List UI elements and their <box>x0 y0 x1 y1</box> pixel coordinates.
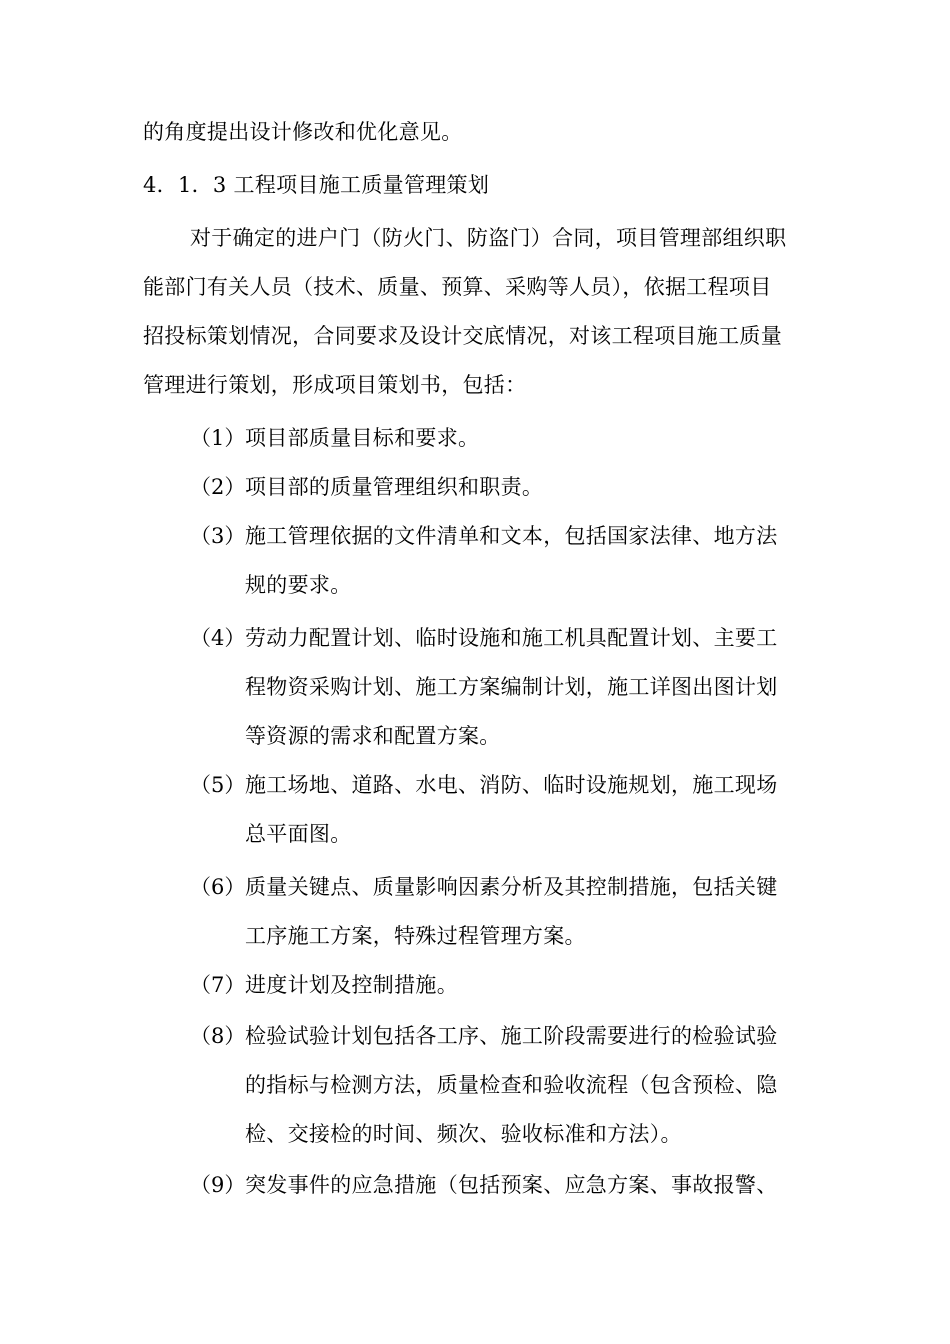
list-item-text: 程物资采购计划、施工方案编制计划，施工详图出图计划 <box>245 675 778 699</box>
list-item-text: 进度计划及控制措施。 <box>245 973 458 997</box>
list-item-number: （2） <box>190 475 246 499</box>
continuation-text: 的角度提出设计修改和优化意见。 <box>143 120 463 144</box>
list-item-text: 劳动力配置计划、临时设施和施工机具配置计划、主要工 <box>245 626 778 650</box>
list-item-number: （5） <box>190 773 246 797</box>
list-item-number: （4） <box>190 626 246 650</box>
list-item-text: 项目部质量目标和要求。 <box>245 426 480 450</box>
list-item-number: （8） <box>190 1024 246 1048</box>
list-item-text: 总平面图。 <box>245 822 352 846</box>
list-item-number: （3） <box>190 524 246 548</box>
list-item-text: 项目部的质量管理组织和职责。 <box>245 475 544 499</box>
paragraph-line: 对于确定的进户门（防火门、防盗门）合同，项目管理部组织职 <box>190 226 787 250</box>
list-item-text: 质量关键点、质量影响因素分析及其控制措施，包括关键 <box>245 875 778 899</box>
list-item-text: 等资源的需求和配置方案。 <box>245 724 501 748</box>
list-item-number: （1） <box>190 426 246 450</box>
list-item-text: 检验试验计划包括各工序、施工阶段需要进行的检验试验 <box>245 1024 778 1048</box>
list-item-number: （6） <box>190 875 246 899</box>
list-item-text: 施工管理依据的文件清单和文本，包括国家法律、地方法 <box>245 524 778 548</box>
list-item-text: 施工场地、道路、水电、消防、临时设施规划，施工现场 <box>245 773 778 797</box>
paragraph-line: 能部门有关人员（技术、质量、预算、采购等人员），依据工程项目 <box>143 275 772 299</box>
list-item-text: 规的要求。 <box>245 573 352 597</box>
paragraph-line: 管理进行策划，形成项目策划书，包括： <box>143 373 527 397</box>
paragraph-line: 招投标策划情况，合同要求及设计交底情况，对该工程项目施工质量 <box>143 324 782 348</box>
list-item-text: 检、交接检的时间、频次、验收标准和方法）。 <box>245 1122 682 1146</box>
list-item-text: 的指标与检测方法，质量检查和验收流程（包含预检、隐 <box>245 1073 778 1097</box>
list-item-number: （7） <box>190 973 246 997</box>
list-item-number: （9） <box>190 1173 246 1197</box>
list-item-text: 工序施工方案，特殊过程管理方案。 <box>245 924 586 948</box>
section-heading: 4．1．3 工程项目施工质量管理策划 <box>143 173 490 197</box>
list-item-text: 突发事件的应急措施（包括预案、应急方案、事故报警、 <box>245 1173 778 1197</box>
